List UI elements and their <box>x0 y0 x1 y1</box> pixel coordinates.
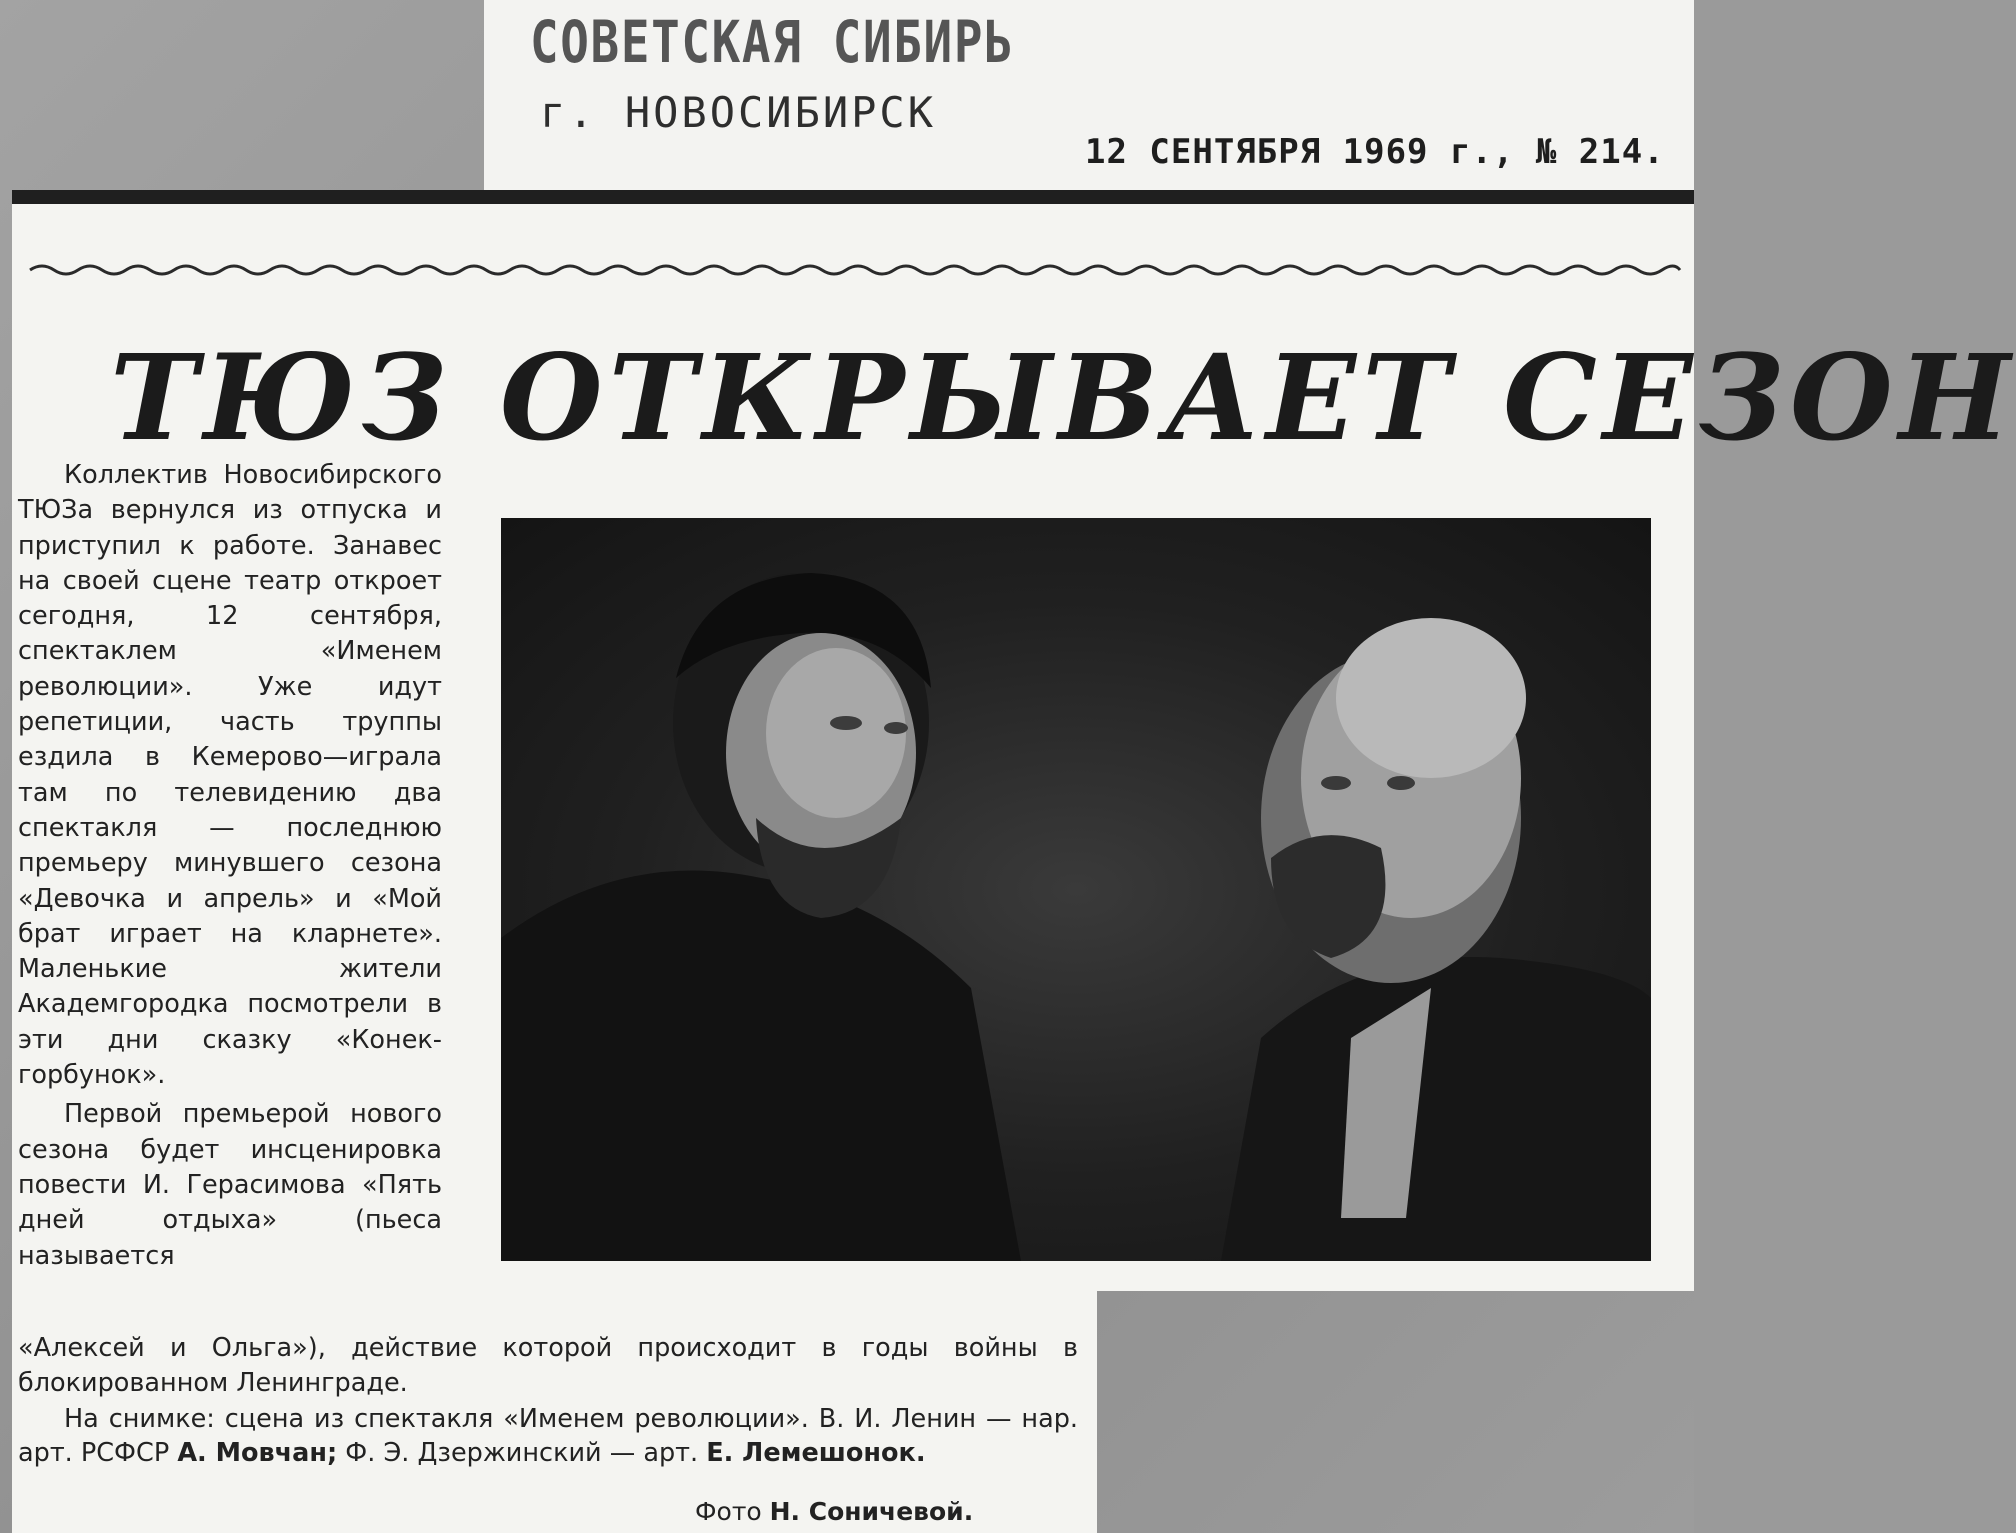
credit-name: Н. Соничевой. <box>769 1497 974 1526</box>
photo-credit <box>695 1497 973 1526</box>
caption-mid: Ф. Э. Дзержинский — арт. <box>337 1438 707 1468</box>
article-paragraph-2: Первой премьерой нового сезона будет инсценировка повести И. Герасимова «Пять дней отдыха» (пьеса называется <box>18 1099 442 1271</box>
left-actor-figure <box>501 573 1021 1261</box>
article-headline: ТЮЗ ОТКРЫВАЕТ СЕЗОН <box>110 328 2016 467</box>
photo-caption <box>18 1402 1078 1470</box>
caption-actor-2: Е. Лемешонок. <box>706 1438 926 1468</box>
newspaper-stamp: СОВЕТСКАЯ СИБИРЬ <box>530 8 1015 76</box>
article-paragraph-2-end: «Алексей и Ольга»), действие которой происходит в годы войны в блокированном Ленинграде. <box>18 1333 1078 1398</box>
wavy-divider <box>30 262 1680 278</box>
city-stamp: г. НОВОСИБИРСК <box>540 88 937 137</box>
issue-date: 12 СЕНТЯБРЯ 1969 г., № 214. <box>1085 132 1665 172</box>
caption-actor-1: А. Мовчан; <box>177 1438 338 1468</box>
credit-prefix: Фото <box>695 1497 770 1526</box>
article-body-column <box>18 458 442 1274</box>
article-paragraph-1: Коллектив Новосибирского ТЮЗа вернулся из отпуска и приступил к работе. Занавес на своей сцене театр откроет сегодня, 12 сентября, спектаклем «Именем революции». Уже идут репетиции, часть труппы ездила в Кемерово—играла там по телевидению два спектакля — последнюю премьеру минувшего сезона «Девочка и апрель» и «Мой брат играет на кларнете». Маленькие жители Академгородка посмотрели в эти дни сказку «Конек-горбунок». <box>18 460 442 1091</box>
caption-lead: На снимке: сцена из спектакля «Именем революции». В. И. Ленин — нар. арт. РСФСР <box>18 1404 1078 1468</box>
top-rule <box>12 190 1694 204</box>
right-actor-figure <box>1221 618 1651 1261</box>
stage-photo <box>501 518 1651 1261</box>
